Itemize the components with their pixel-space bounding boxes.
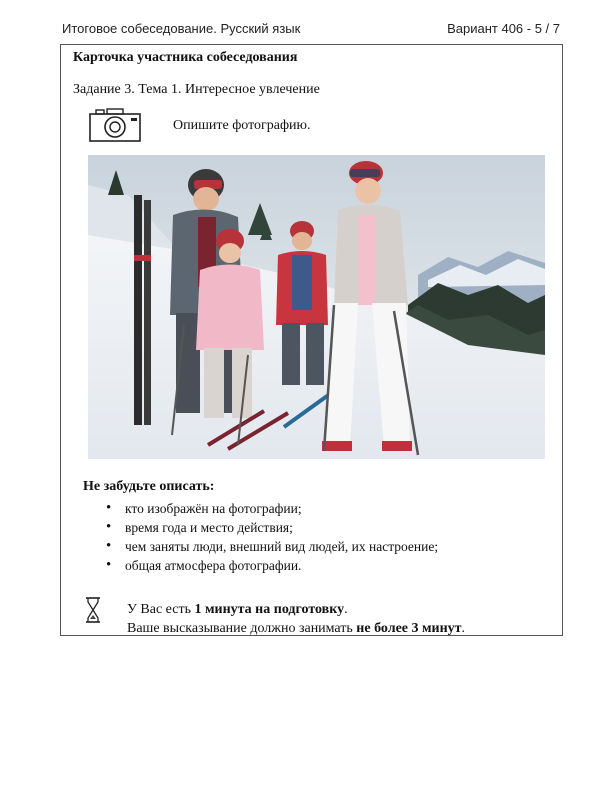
hourglass-icon bbox=[85, 596, 101, 624]
checklist-item: • время года и место действия; bbox=[103, 518, 438, 537]
checklist-item: • чем заняты люди, внешний вид людей, их настроение; bbox=[103, 537, 438, 556]
preparation-time-text: У Вас есть 1 минута на подготовку. bbox=[127, 602, 348, 617]
task-topic: Задание 3. Тема 1. Интересное увлечение bbox=[73, 82, 320, 97]
variant-page-number: Вариант 406 - 5 / 7 bbox=[447, 21, 560, 36]
answer-time-limit-text: Ваше высказывание должно занимать не более 3 минут. bbox=[127, 621, 466, 636]
instruction-describe-photo: Опишите фотографию. bbox=[173, 118, 311, 133]
describe-checklist bbox=[103, 499, 438, 575]
card-title: Карточка участника собеседования bbox=[73, 50, 298, 65]
checklist-item: • общая атмосфера фотографии. bbox=[103, 556, 438, 575]
camera-icon bbox=[88, 107, 142, 143]
participant-card bbox=[60, 44, 563, 636]
exam-title: Итоговое собеседование. Русский язык bbox=[62, 21, 301, 36]
remember-to-describe-heading: Не забудьте описать: bbox=[83, 479, 215, 494]
checklist-item: • кто изображён на фотографии; bbox=[103, 499, 438, 518]
photo-skiing-family bbox=[88, 155, 545, 459]
page-header bbox=[62, 21, 560, 41]
